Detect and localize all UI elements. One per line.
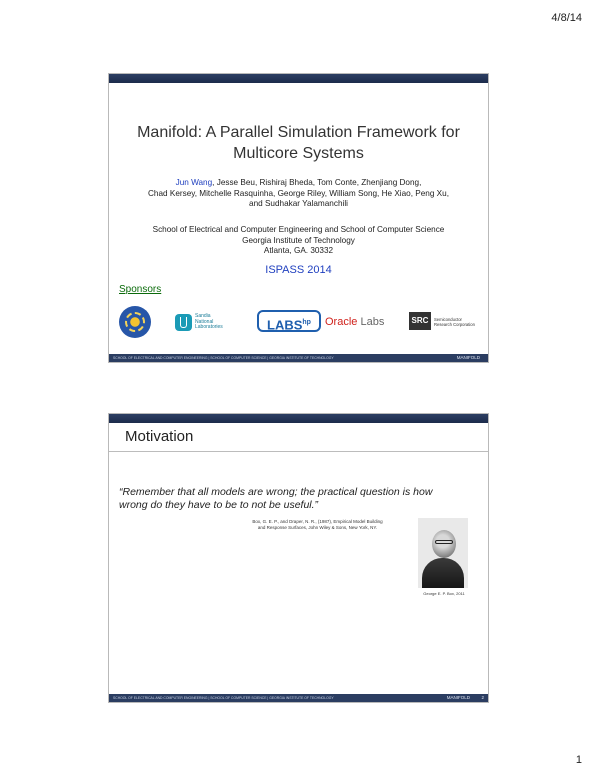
sandia-line-1: Sandia (195, 313, 211, 319)
footer-project: MANIFOLD (456, 355, 480, 360)
page-date: 4/8/14 (551, 12, 582, 24)
authors (119, 178, 478, 210)
footer-project: MANIFOLD (446, 695, 470, 700)
authors-line-1 (119, 178, 478, 189)
src-text (434, 317, 475, 327)
oracle-labs-logo (325, 316, 384, 328)
quote (119, 486, 476, 512)
sandia-text (195, 314, 223, 331)
quote-line-2: wrong do they have to be to not be useful.” (119, 499, 319, 511)
quote-line-1: “Remember that all models are wrong; the practical question is how (119, 486, 433, 498)
citation-line-1: Box, G. E. P., and Draper, N. R., (1987), Empirical Model Building (252, 519, 383, 524)
nsf-logo-icon (119, 306, 151, 338)
title-line-2: Multicore Systems (233, 145, 364, 162)
title-line-1: Manifold: A Parallel Simulation Framework for (137, 124, 460, 141)
src-mark-icon: SRC (409, 312, 431, 330)
sponsor-logos (119, 306, 478, 340)
citation-line-2: and Response Surfaces, John Wiley & Sons, New York, NY. (257, 525, 378, 530)
portrait-body (422, 558, 464, 588)
hp-labs-logo (257, 310, 321, 332)
labs-sup: hp (302, 319, 311, 326)
authors-line-1-rest: , Jesse Beu, Rishiraj Bheda, Tom Conte, Zhenjiang Dong, (212, 178, 422, 187)
sandia-logo (175, 314, 239, 334)
affiliation (119, 225, 478, 257)
conference-name: ISPASS 2014 (265, 264, 332, 276)
portrait-photo (418, 518, 468, 588)
src-logo (409, 312, 485, 334)
author-highlight: Jun Wang (175, 178, 213, 187)
citation (227, 519, 408, 531)
authors-line-2: Chad Kersey, Mitchelle Rasquinha, George Riley, William Song, He Xiao, Peng Xu, (148, 188, 449, 198)
slide-title: Motivation (125, 428, 194, 445)
slide-footer-bar (109, 694, 488, 702)
slide-title (119, 122, 478, 164)
page-number: 1 (575, 754, 582, 766)
sponsors-label: Sponsors (119, 284, 162, 295)
src-line-2: Research Corporation (434, 322, 475, 327)
photo-caption: George E. P. Box, 2011 (423, 591, 465, 596)
src-line-1: Semiconductor (434, 317, 462, 322)
affil-line-2: Georgia Institute of Technology (242, 235, 355, 245)
affil-line-1: School of Electrical and Computer Engineering and School of Computer Science (152, 225, 445, 234)
portrait-glasses (435, 540, 453, 544)
labs-text: LABS (267, 317, 303, 333)
slide-footer-bar (109, 354, 488, 362)
slide-top-bar (109, 414, 488, 423)
oracle-labs-text: Labs (360, 316, 385, 328)
slide-2 (108, 413, 489, 703)
sandia-line-3: Laboratories (195, 324, 223, 331)
oracle-text: Oracle (325, 316, 358, 328)
authors-line-3: and Sudhakar Yalamanchili (249, 199, 348, 208)
sandia-line-2: National (195, 318, 214, 325)
slide-top-bar (109, 74, 488, 83)
slide-number: 2 (481, 695, 484, 700)
footer-institution: SCHOOL OF ELECTRICAL AND COMPUTER ENGINEERING | SCHOOL OF COMPUTER SCIENCE | GEORGIA INSTITUTE OF TECHNOLOGY (113, 356, 334, 360)
sandia-mark-icon (175, 314, 192, 331)
footer-institution: SCHOOL OF ELECTRICAL AND COMPUTER ENGINEERING | SCHOOL OF COMPUTER SCIENCE | GEORGIA INSTITUTE OF TECHNOLOGY (113, 696, 334, 700)
slide-1 (108, 73, 489, 363)
affil-line-3: Atlanta, GA. 30332 (263, 246, 334, 255)
title-divider (109, 451, 488, 452)
portrait-head (432, 530, 456, 558)
